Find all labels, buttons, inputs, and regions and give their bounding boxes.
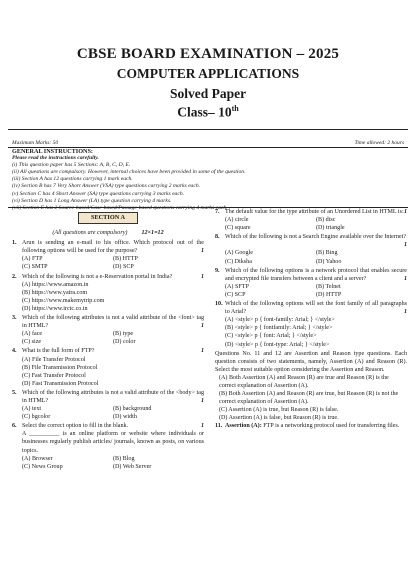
option[interactable]: (C) bgcolor (22, 414, 51, 421)
question-text: Which of the following is not a Search Engine available over the Internet? 1 (225, 234, 407, 249)
instructions-title: GENERAL INSTRUCTIONS: (12, 148, 93, 155)
option[interactable]: (C) square (225, 225, 251, 232)
option[interactable]: (A) File Transfer Protocol (22, 356, 86, 363)
question-10 (215, 300, 407, 349)
instructions-subtitle: Please read the instructions carefully. (12, 155, 99, 162)
question-marks: 1 (200, 397, 204, 404)
option[interactable]: (D) triangle (316, 225, 345, 232)
question-11 (215, 422, 407, 430)
options (215, 283, 407, 299)
question-number: 8. (215, 234, 220, 241)
question-4 (12, 347, 204, 387)
option[interactable]: (D) color (113, 339, 136, 346)
option[interactable]: (A) text (22, 406, 42, 413)
options (12, 455, 204, 471)
option[interactable]: (B) type (113, 331, 134, 338)
assertion-options (215, 374, 407, 423)
question-5 (12, 389, 204, 421)
options (215, 216, 407, 232)
option[interactable]: (B) <style> p { fontfamily: Arial; } </style> (225, 325, 333, 332)
option[interactable]: (C) Diksha (225, 258, 252, 265)
question-text: Which of the following options is a network protocol that enables secure and encrypted file transfers between a client and a server? 1 (225, 267, 407, 282)
option[interactable]: (A) face (22, 331, 43, 338)
question-text: Select the correct option to fill in the blank. 1 (22, 423, 204, 430)
option[interactable]: (A) Google (225, 250, 253, 257)
question-number: 7. (215, 209, 220, 215)
max-marks: Maximum Marks: 50 (12, 140, 59, 146)
question-3 (12, 314, 204, 346)
instruction-item: (iii) Section A has 12 questions carrying 1 mark each. (12, 176, 133, 183)
option[interactable]: (C) SMTP (22, 264, 48, 271)
option: (B) Both Assertion (A) and Reason (R) are true, but Reason (R) is not the correct explanation of Assertion (A). (219, 391, 399, 406)
instruction-item: (iv) Section B has 7 Very Short Answer (VSA) type questions carrying 2 marks each. (12, 183, 201, 190)
option[interactable]: (B) File Transmission Protocol (22, 364, 98, 371)
question-9 (215, 267, 407, 299)
class-superscript: th (231, 104, 239, 113)
option[interactable]: (D) Web Server (113, 463, 152, 470)
instruction-item: (vi) Section D has 1 Long Answer (LA) type question carrying 4 marks. (12, 197, 172, 204)
question-marks: 1 (200, 248, 204, 255)
question-text (225, 422, 407, 430)
option[interactable]: (B) HTTP (113, 256, 138, 263)
question-marks: 1 (403, 275, 407, 282)
option[interactable]: (A) FTP (22, 256, 43, 263)
option[interactable]: (A) https://www.amazon.in (22, 281, 89, 288)
instruction-item: (v) Section C has 4 Short Answer (SA) type questions carrying 3 marks each. (12, 190, 185, 197)
option[interactable]: (D) Yahoo (316, 258, 342, 265)
options (12, 405, 204, 421)
option[interactable]: (B) disc (316, 217, 336, 224)
option[interactable]: (A) SFTP (225, 283, 249, 290)
option: (A) Both Assertion (A) and Reason (R) are true and Reason (R) is the correct explanation of Assertion (A). (219, 374, 389, 389)
question-marks: 1 (200, 348, 204, 355)
section-note (12, 229, 204, 237)
exam-title: CBSE BOARD EXAMINATION – 2025 (76, 46, 340, 62)
subject-title: COMPUTER APPLICATIONS (116, 66, 300, 81)
meta-row (12, 140, 404, 146)
question-7 (215, 208, 407, 232)
options (215, 249, 407, 265)
option[interactable]: (D) SCP (113, 264, 134, 271)
option[interactable]: (C) News Group (22, 463, 63, 470)
option[interactable]: (D) <style> p { font-type: Arial; } </style> (225, 341, 330, 348)
class-label: Class– 10 (177, 104, 232, 120)
question-number: 5. (12, 389, 17, 396)
options (12, 255, 204, 271)
option[interactable]: (C) SCP (225, 291, 246, 298)
option[interactable]: (D) HTTP (316, 291, 342, 298)
left-column (12, 212, 204, 472)
options (215, 316, 407, 348)
question-8 (215, 233, 407, 265)
option[interactable]: (C) https://www.makemytrip.com (22, 297, 105, 304)
option[interactable]: (C) Fast Transfer Protocol (22, 372, 86, 379)
question-text: Which of the following attributes is not a valid attribute of the <font> tag in HTML? 1 (22, 315, 204, 330)
question-6 (12, 422, 204, 471)
options (12, 356, 204, 388)
option[interactable]: (D) Fast Transmission Protocol (22, 380, 99, 387)
right-column (215, 208, 407, 432)
assertion-intro: Questions No. 11 and 12 are Assertion and Reason type questions. Each question consists of two statements, namely, Assertion (A) and Reason (R). Select the most suitable option considering the Assertion and Reason. (215, 350, 407, 373)
time-allowed: Time allowed: 2 hours (354, 140, 404, 146)
question-text: Which of the following attributes is not a valid attribute of the <body> tag in HTML? 1 (22, 389, 204, 404)
class-line (0, 104, 416, 121)
question-number: 2. (12, 273, 17, 280)
option[interactable]: (B) Telnet (316, 283, 341, 290)
option[interactable]: (B) https://www.yatra.com (22, 289, 88, 296)
options (12, 281, 204, 313)
question-text: Which of the following options will set the font family of all paragraphs to Arial? 1 (225, 301, 407, 316)
question-marks: 1 (200, 323, 204, 330)
option: (C) Assertion (A) is true, but Reason (R) is false. (219, 407, 339, 414)
paper-type: Solved Paper (169, 86, 247, 101)
header-divider (8, 129, 408, 130)
question-number: 3. (12, 315, 17, 322)
question-number: 11. (215, 423, 223, 430)
option[interactable]: (A) <style> p { font-family: Arial; } </style> (225, 317, 335, 324)
instruction-item: (ii) All questions are compulsory. However, internal choices have been provided in some of the question. (12, 169, 246, 176)
question-marks: 1 (200, 423, 204, 430)
instruction-item: (i) This question paper has 5 Sections: A, B, C, D, E. (12, 162, 131, 169)
question-number: 4. (12, 348, 17, 355)
question-1 (12, 239, 204, 271)
option[interactable]: (C) <style> p { font: Arial; } </style> (225, 333, 317, 340)
options (12, 330, 204, 346)
question-text: What is the full form of FTP? 1 (22, 348, 204, 355)
question-body: A __________ is an online platform or website where individuals or businesses regularly publish articles/ journals, known as posts, on various topics. (22, 431, 204, 454)
instruction-item: (vii) Section E has 2 Source-based/Case-based/Passage-based questions carrying 4 marks each. (12, 204, 228, 211)
section-note-marks: 12×1=12 (141, 230, 164, 237)
assertion-text: FTP is a networking protocol used for transferring files. (263, 423, 400, 430)
option[interactable]: (B) Bing (316, 250, 338, 257)
question-marks: 1 (403, 242, 407, 249)
option[interactable]: (B) Blog (113, 455, 135, 462)
question-number: 1. (12, 240, 17, 247)
question-number: 9. (215, 267, 220, 274)
option[interactable]: (D) https://www.irctc.co.in (22, 305, 88, 312)
question-marks: 1 (200, 273, 204, 280)
assertion-label: Assertion (A): (225, 423, 262, 430)
option[interactable]: (A) Browser (22, 455, 53, 462)
question-marks: 1 (403, 309, 407, 316)
question-text: Arun is sending an e-mail to his office. Which protocol out of the following options will be used for the purpose? 1 (22, 240, 204, 255)
question-marks: 1 (403, 209, 407, 215)
section-note-text: (All questions are compulsory) (52, 230, 128, 237)
option[interactable]: (A) circle (225, 217, 249, 224)
question-number: 10. (215, 301, 223, 308)
question-text: Which of the following is not a e-Reservation portal in India? 1 (22, 273, 204, 280)
question-2 (12, 273, 204, 313)
general-instructions (12, 148, 404, 212)
option[interactable]: (B) background (113, 406, 152, 413)
section-a-label: SECTION A (78, 212, 138, 224)
question-number: 6. (12, 423, 17, 430)
option[interactable]: (D) width (113, 414, 137, 421)
question-text: The default value for the type attribute of an Unordered List in HTML is: 1 (225, 209, 407, 215)
option: (D) Assertion (A) is false, but Reason (R) is true. (219, 415, 339, 422)
option[interactable]: (C) size (22, 339, 42, 346)
